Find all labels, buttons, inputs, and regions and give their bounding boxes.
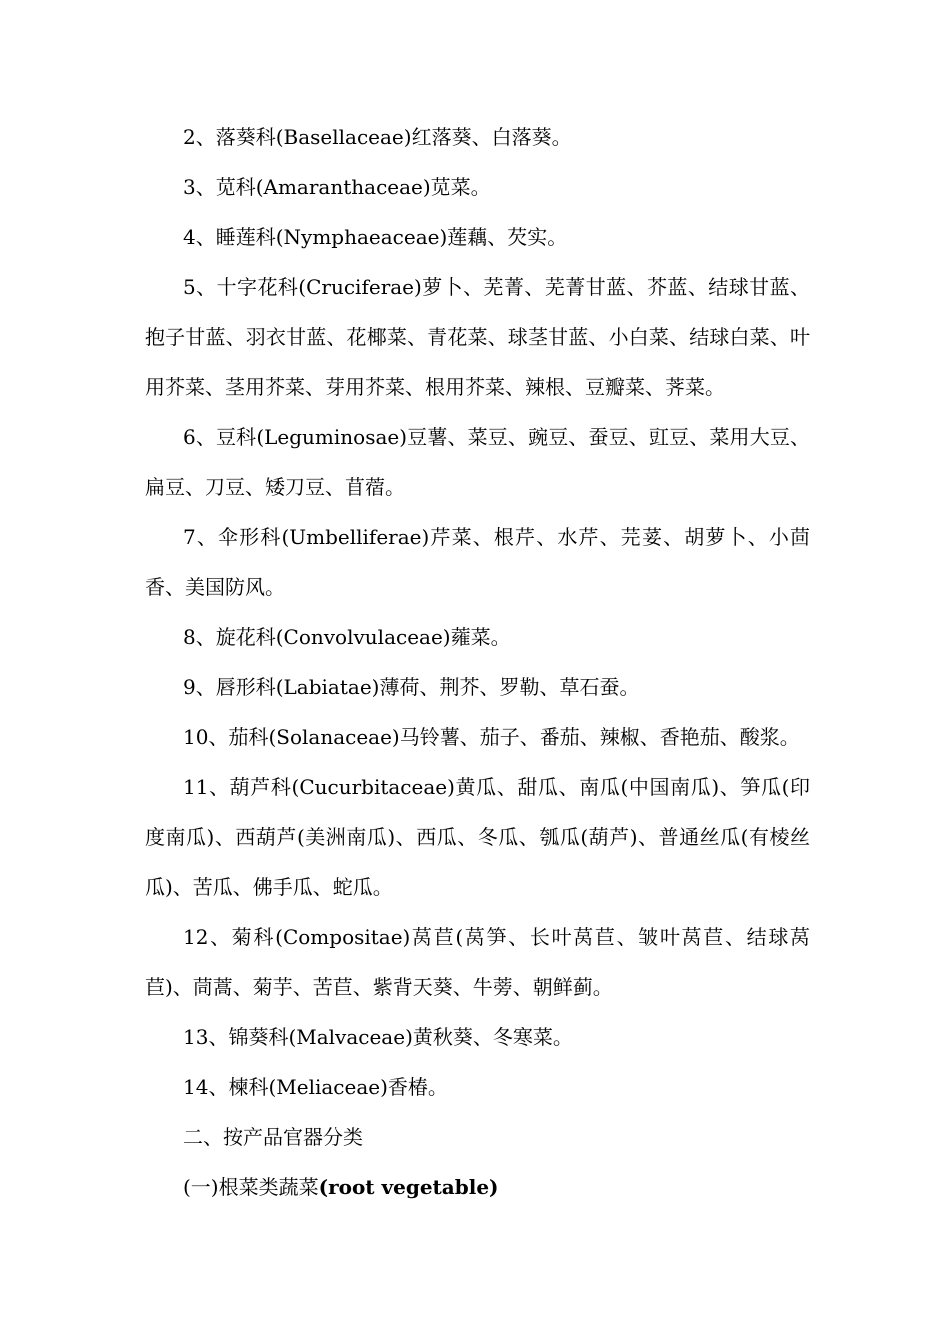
paragraph-leguminosae: 6、豆科(Leguminosae)豆薯、菜豆、豌豆、蚕豆、豇豆、菜用大豆、扁豆、刀豆、矮刀豆、苜蓿。 [145,425,810,499]
subsection-heading-prefix: (一)根菜类蔬菜 [183,1175,319,1199]
paragraph-meliaceae: 14、楝科(Meliaceae)香椿。 [183,1075,448,1099]
paragraph-cucurbitaceae: 11、葫芦科(Cucurbitaceae)黄瓜、甜瓜、南瓜(中国南瓜)、笋瓜(印度南瓜)、西葫芦(美洲南瓜)、西瓜、冬瓜、瓠瓜(葫芦)、普通丝瓜(有棱丝瓜)、苦瓜、佛手瓜、蛇瓜。 [145,775,810,899]
paragraph-umbelliferae: 7、伞形科(Umbelliferae)芹菜、根芹、水芹、芫荽、胡萝卜、小茴香、美国防风。 [145,525,810,599]
paragraph-basellaceae: 2、落葵科(Basellaceae)红落葵、白落葵。 [183,125,572,149]
section-heading-organ-classification: 二、按产品官器分类 [183,1125,363,1149]
paragraph-nymphaeaceae: 4、睡莲科(Nymphaeaceae)莲藕、芡实。 [183,225,568,249]
paragraph-cruciferae: 5、十字花科(Cruciferae)萝卜、芜菁、芜菁甘蓝、芥蓝、结球甘蓝、抱子甘蓝、羽衣甘蓝、花椰菜、青花菜、球茎甘蓝、小白菜、结球白菜、叶用芥菜、茎用芥菜、芽用芥菜、根用芥菜、辣根、豆瓣菜、荠菜。 [145,275,810,399]
paragraph-solanaceae: 10、茄科(Solanaceae)马铃薯、茄子、番茄、辣椒、香艳茄、酸浆。 [183,725,800,749]
paragraph-amaranthaceae: 3、苋科(Amaranthaceae)苋菜。 [183,175,491,199]
paragraph-compositae: 12、菊科(Compositae)莴苣(莴笋、长叶莴苣、皱叶莴苣、结球莴苣)、茼蒿、菊芋、苦苣、紫背天葵、牛蒡、朝鲜蓟。 [145,925,810,999]
subsection-heading-root-vegetable [145,1162,810,1212]
paragraph-convolvulaceae: 8、旋花科(Convolvulaceae)蕹菜。 [183,625,511,649]
subsection-heading-english: (root vegetable) [318,1175,499,1199]
paragraph-labiatae: 9、唇形科(Labiatae)薄荷、荆芥、罗勒、草石蚕。 [183,675,640,699]
paragraph-malvaceae: 13、锦葵科(Malvaceae)黄秋葵、冬寒菜。 [183,1025,573,1049]
